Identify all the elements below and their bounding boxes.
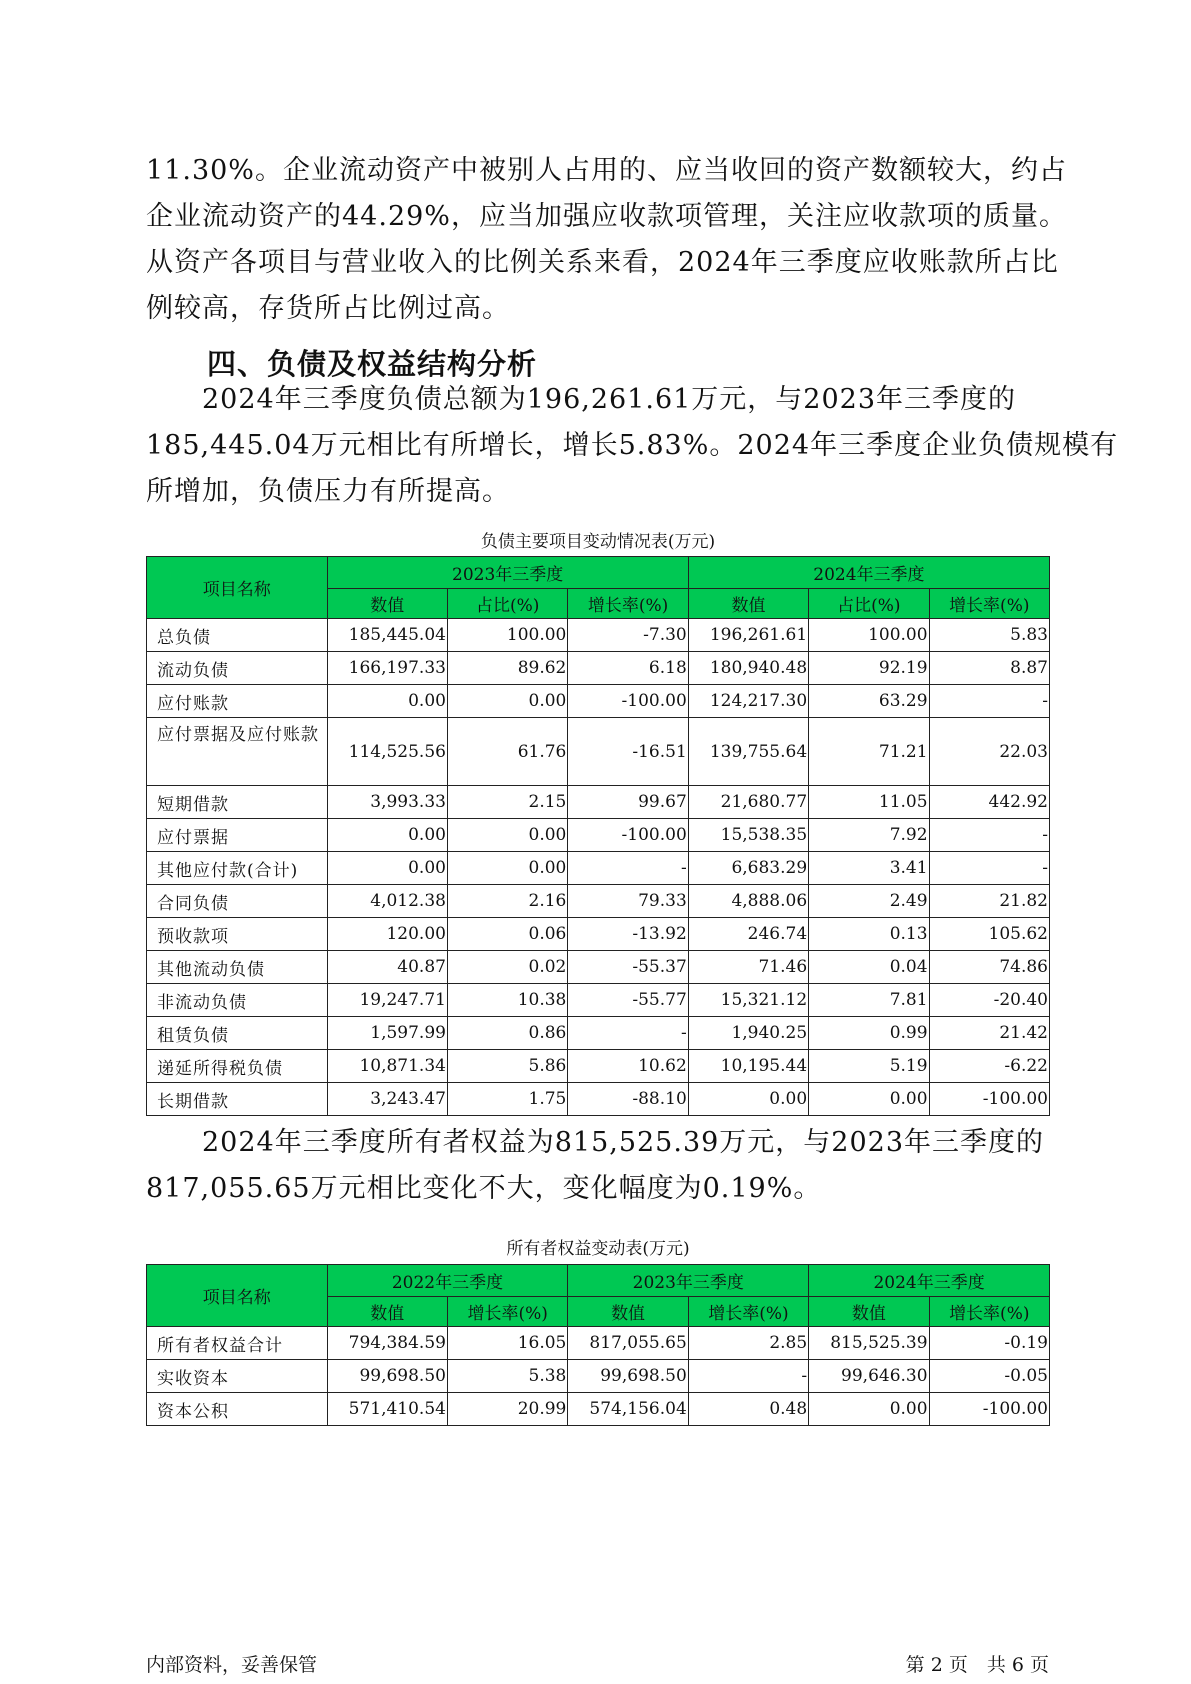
column-header: 占比(%) bbox=[447, 589, 567, 619]
footer-page-number: 第 2 页 共 6 页 bbox=[905, 1654, 1049, 1676]
table-cell: 0.00 bbox=[327, 685, 447, 718]
table-cell: 11.05 bbox=[809, 786, 929, 819]
table-cell: 10,195.44 bbox=[688, 1050, 808, 1083]
table-cell: 19,247.71 bbox=[327, 984, 447, 1017]
table-cell: 0.86 bbox=[447, 1017, 567, 1050]
table-cell: 571,410.54 bbox=[327, 1393, 447, 1426]
table-cell: 3,993.33 bbox=[327, 786, 447, 819]
table-row bbox=[147, 918, 1050, 951]
liability-table-caption: 负债主要项目变动情况表(万元) bbox=[480, 532, 716, 552]
period-header: 2024年三季度 bbox=[809, 1265, 1050, 1297]
table-cell: 124,217.30 bbox=[688, 685, 808, 718]
table-cell: 99.67 bbox=[568, 786, 688, 819]
table-cell: 574,156.04 bbox=[568, 1393, 688, 1426]
table-cell: - bbox=[568, 1017, 688, 1050]
table-cell: 1,597.99 bbox=[327, 1017, 447, 1050]
row-label: 非流动负债 bbox=[147, 984, 328, 1017]
period-header: 2022年三季度 bbox=[327, 1265, 568, 1297]
row-label: 长期借款 bbox=[147, 1083, 328, 1116]
table-cell: 100.00 bbox=[809, 619, 929, 652]
table-cell: 6.18 bbox=[568, 652, 688, 685]
liability-table bbox=[146, 556, 1050, 1116]
column-header: 增长率(%) bbox=[688, 1297, 808, 1327]
item-name-header: 项目名称 bbox=[147, 557, 328, 619]
table-cell: 7.92 bbox=[809, 819, 929, 852]
table-cell: 0.04 bbox=[809, 951, 929, 984]
table-cell: 22.03 bbox=[929, 718, 1049, 786]
table-cell: -55.37 bbox=[568, 951, 688, 984]
table-cell: 0.02 bbox=[447, 951, 567, 984]
table-row bbox=[147, 718, 1050, 786]
table-cell: 120.00 bbox=[327, 918, 447, 951]
row-label: 应付账款 bbox=[147, 685, 328, 718]
table-cell: 2.15 bbox=[447, 786, 567, 819]
table-row bbox=[147, 819, 1050, 852]
row-label: 应付票据及应付账款 bbox=[147, 718, 328, 786]
text-line: 2024年三季度负债总额为196,261.61万元，与2023年三季度的 bbox=[146, 384, 1017, 415]
row-label: 其他应付款(合计) bbox=[147, 852, 328, 885]
column-header: 数值 bbox=[327, 589, 447, 619]
table-cell: 15,538.35 bbox=[688, 819, 808, 852]
table-row bbox=[147, 852, 1050, 885]
column-header: 增长率(%) bbox=[447, 1297, 567, 1327]
text-line: 例较高，存货所占比例过高。 bbox=[146, 293, 510, 324]
table-row bbox=[147, 619, 1050, 652]
equity-paragraph bbox=[146, 1120, 1056, 1212]
table-cell: 4,012.38 bbox=[327, 885, 447, 918]
table-cell: 71.21 bbox=[809, 718, 929, 786]
table-cell: 5.83 bbox=[929, 619, 1049, 652]
table-cell: 185,445.04 bbox=[327, 619, 447, 652]
table-cell: -20.40 bbox=[929, 984, 1049, 1017]
table-cell: 1,940.25 bbox=[688, 1017, 808, 1050]
section-heading: 四、负债及权益结构分析 bbox=[207, 347, 538, 381]
table-row bbox=[147, 1017, 1050, 1050]
table-cell: -100.00 bbox=[929, 1393, 1049, 1426]
row-label: 流动负债 bbox=[147, 652, 328, 685]
table-cell: 139,755.64 bbox=[688, 718, 808, 786]
table-cell: -13.92 bbox=[568, 918, 688, 951]
table-cell: 0.00 bbox=[447, 819, 567, 852]
text-line: 817,055.65万元相比变化不大，变化幅度为0.19%。 bbox=[146, 1173, 822, 1204]
table-cell: 180,940.48 bbox=[688, 652, 808, 685]
table-cell: 0.00 bbox=[327, 852, 447, 885]
table-cell: 815,525.39 bbox=[809, 1327, 929, 1360]
table-cell: 4,888.06 bbox=[688, 885, 808, 918]
row-label: 所有者权益合计 bbox=[147, 1327, 328, 1360]
column-header: 增长率(%) bbox=[929, 589, 1049, 619]
table-row bbox=[147, 1393, 1050, 1426]
text-line: 所增加，负债压力有所提高。 bbox=[146, 476, 510, 507]
table-cell: -100.00 bbox=[929, 1083, 1049, 1116]
table-cell: - bbox=[688, 1360, 808, 1393]
table-cell: 100.00 bbox=[447, 619, 567, 652]
liability-paragraph bbox=[146, 377, 1119, 515]
text-line: 2024年三季度所有者权益为815,525.39万元，与2023年三季度的 bbox=[146, 1127, 1045, 1158]
table-cell: 166,197.33 bbox=[327, 652, 447, 685]
table-cell: 5.19 bbox=[809, 1050, 929, 1083]
table-cell: 114,525.56 bbox=[327, 718, 447, 786]
table-cell: 99,698.50 bbox=[568, 1360, 688, 1393]
table-cell: 8.87 bbox=[929, 652, 1049, 685]
column-header: 数值 bbox=[809, 1297, 929, 1327]
equity-table bbox=[146, 1264, 1050, 1426]
table-cell: 0.99 bbox=[809, 1017, 929, 1050]
column-header: 占比(%) bbox=[809, 589, 929, 619]
table-cell: 21.42 bbox=[929, 1017, 1049, 1050]
row-label: 其他流动负债 bbox=[147, 951, 328, 984]
text-line: 从资产各项目与营业收入的比例关系来看，2024年三季度应收账款所占比 bbox=[146, 247, 1059, 278]
text-line: 企业流动资产的44.29%，应当加强应收款项管理，关注应收款项的质量。 bbox=[146, 201, 1067, 232]
table-cell: 0.00 bbox=[447, 852, 567, 885]
table-row bbox=[147, 984, 1050, 1017]
table-cell: 16.05 bbox=[447, 1327, 567, 1360]
table-cell: 0.00 bbox=[327, 819, 447, 852]
period-header: 2023年三季度 bbox=[568, 1265, 809, 1297]
column-header: 数值 bbox=[688, 589, 808, 619]
row-label: 短期借款 bbox=[147, 786, 328, 819]
row-label: 总负债 bbox=[147, 619, 328, 652]
table-cell: 7.81 bbox=[809, 984, 929, 1017]
table-cell: 2.85 bbox=[688, 1327, 808, 1360]
table-row bbox=[147, 1360, 1050, 1393]
table-cell: 21,680.77 bbox=[688, 786, 808, 819]
table-cell: 442.92 bbox=[929, 786, 1049, 819]
period-header: 2023年三季度 bbox=[327, 557, 688, 589]
table-cell: - bbox=[929, 685, 1049, 718]
table-cell: 794,384.59 bbox=[327, 1327, 447, 1360]
row-label: 应付票据 bbox=[147, 819, 328, 852]
table-cell: 0.00 bbox=[809, 1083, 929, 1116]
table-cell: 20.99 bbox=[447, 1393, 567, 1426]
table-cell: 99,698.50 bbox=[327, 1360, 447, 1393]
table-cell: 6,683.29 bbox=[688, 852, 808, 885]
table-cell: -55.77 bbox=[568, 984, 688, 1017]
table-row bbox=[147, 1083, 1050, 1116]
text-line: 185,445.04万元相比有所增长，增长5.83%。2024年三季度企业负债规模有 bbox=[146, 430, 1119, 461]
row-label: 递延所得税负债 bbox=[147, 1050, 328, 1083]
table-cell: 0.13 bbox=[809, 918, 929, 951]
table-row bbox=[147, 1327, 1050, 1360]
table-cell: 0.00 bbox=[447, 685, 567, 718]
table-cell: 40.87 bbox=[327, 951, 447, 984]
table-row bbox=[147, 652, 1050, 685]
table-cell: 71.46 bbox=[688, 951, 808, 984]
row-label: 实收资本 bbox=[147, 1360, 328, 1393]
table-row bbox=[147, 1050, 1050, 1083]
table-cell: 0.06 bbox=[447, 918, 567, 951]
table-cell: - bbox=[929, 819, 1049, 852]
table-cell: 61.76 bbox=[447, 718, 567, 786]
item-name-header: 项目名称 bbox=[147, 1265, 328, 1327]
table-cell: 3,243.47 bbox=[327, 1083, 447, 1116]
table-cell: 0.00 bbox=[688, 1083, 808, 1116]
table-row bbox=[147, 786, 1050, 819]
table-cell: 0.48 bbox=[688, 1393, 808, 1426]
table-cell: 89.62 bbox=[447, 652, 567, 685]
table-cell: 99,646.30 bbox=[809, 1360, 929, 1393]
footer-confidential-note: 内部资料，妥善保管 bbox=[146, 1654, 318, 1676]
column-header: 数值 bbox=[568, 1297, 688, 1327]
table-cell: -16.51 bbox=[568, 718, 688, 786]
table-row bbox=[147, 885, 1050, 918]
period-header: 2024年三季度 bbox=[688, 557, 1049, 589]
table-cell: 2.49 bbox=[809, 885, 929, 918]
table-cell: 817,055.65 bbox=[568, 1327, 688, 1360]
table-cell: 2.16 bbox=[447, 885, 567, 918]
table-cell: -6.22 bbox=[929, 1050, 1049, 1083]
table-cell: -0.05 bbox=[929, 1360, 1049, 1393]
table-cell: 74.86 bbox=[929, 951, 1049, 984]
table-cell: 10.38 bbox=[447, 984, 567, 1017]
table-cell: -7.30 bbox=[568, 619, 688, 652]
column-header: 增长率(%) bbox=[929, 1297, 1049, 1327]
column-header: 增长率(%) bbox=[568, 589, 688, 619]
table-cell: 246.74 bbox=[688, 918, 808, 951]
table-cell: 3.41 bbox=[809, 852, 929, 885]
table-cell: 10,871.34 bbox=[327, 1050, 447, 1083]
table-cell: -0.19 bbox=[929, 1327, 1049, 1360]
table-cell: -100.00 bbox=[568, 685, 688, 718]
table-cell: 79.33 bbox=[568, 885, 688, 918]
table-cell: -88.10 bbox=[568, 1083, 688, 1116]
table-cell: 5.86 bbox=[447, 1050, 567, 1083]
row-label: 资本公积 bbox=[147, 1393, 328, 1426]
column-header: 数值 bbox=[327, 1297, 447, 1327]
text-line: 11.30%。企业流动资产中被别人占用的、应当收回的资产数额较大，约占 bbox=[146, 155, 1067, 186]
table-cell: 21.82 bbox=[929, 885, 1049, 918]
table-cell: 15,321.12 bbox=[688, 984, 808, 1017]
table-cell: -100.00 bbox=[568, 819, 688, 852]
table-cell: - bbox=[929, 852, 1049, 885]
table-cell: - bbox=[568, 852, 688, 885]
table-cell: 196,261.61 bbox=[688, 619, 808, 652]
row-label: 合同负债 bbox=[147, 885, 328, 918]
table-row bbox=[147, 685, 1050, 718]
table-cell: 63.29 bbox=[809, 685, 929, 718]
intro-paragraph bbox=[146, 148, 1067, 332]
table-cell: 105.62 bbox=[929, 918, 1049, 951]
table-cell: 0.00 bbox=[809, 1393, 929, 1426]
table-cell: 1.75 bbox=[447, 1083, 567, 1116]
equity-table-caption: 所有者权益变动表(万元) bbox=[506, 1239, 690, 1259]
row-label: 预收款项 bbox=[147, 918, 328, 951]
table-cell: 10.62 bbox=[568, 1050, 688, 1083]
table-cell: 92.19 bbox=[809, 652, 929, 685]
table-row bbox=[147, 951, 1050, 984]
table-cell: 5.38 bbox=[447, 1360, 567, 1393]
row-label: 租赁负债 bbox=[147, 1017, 328, 1050]
